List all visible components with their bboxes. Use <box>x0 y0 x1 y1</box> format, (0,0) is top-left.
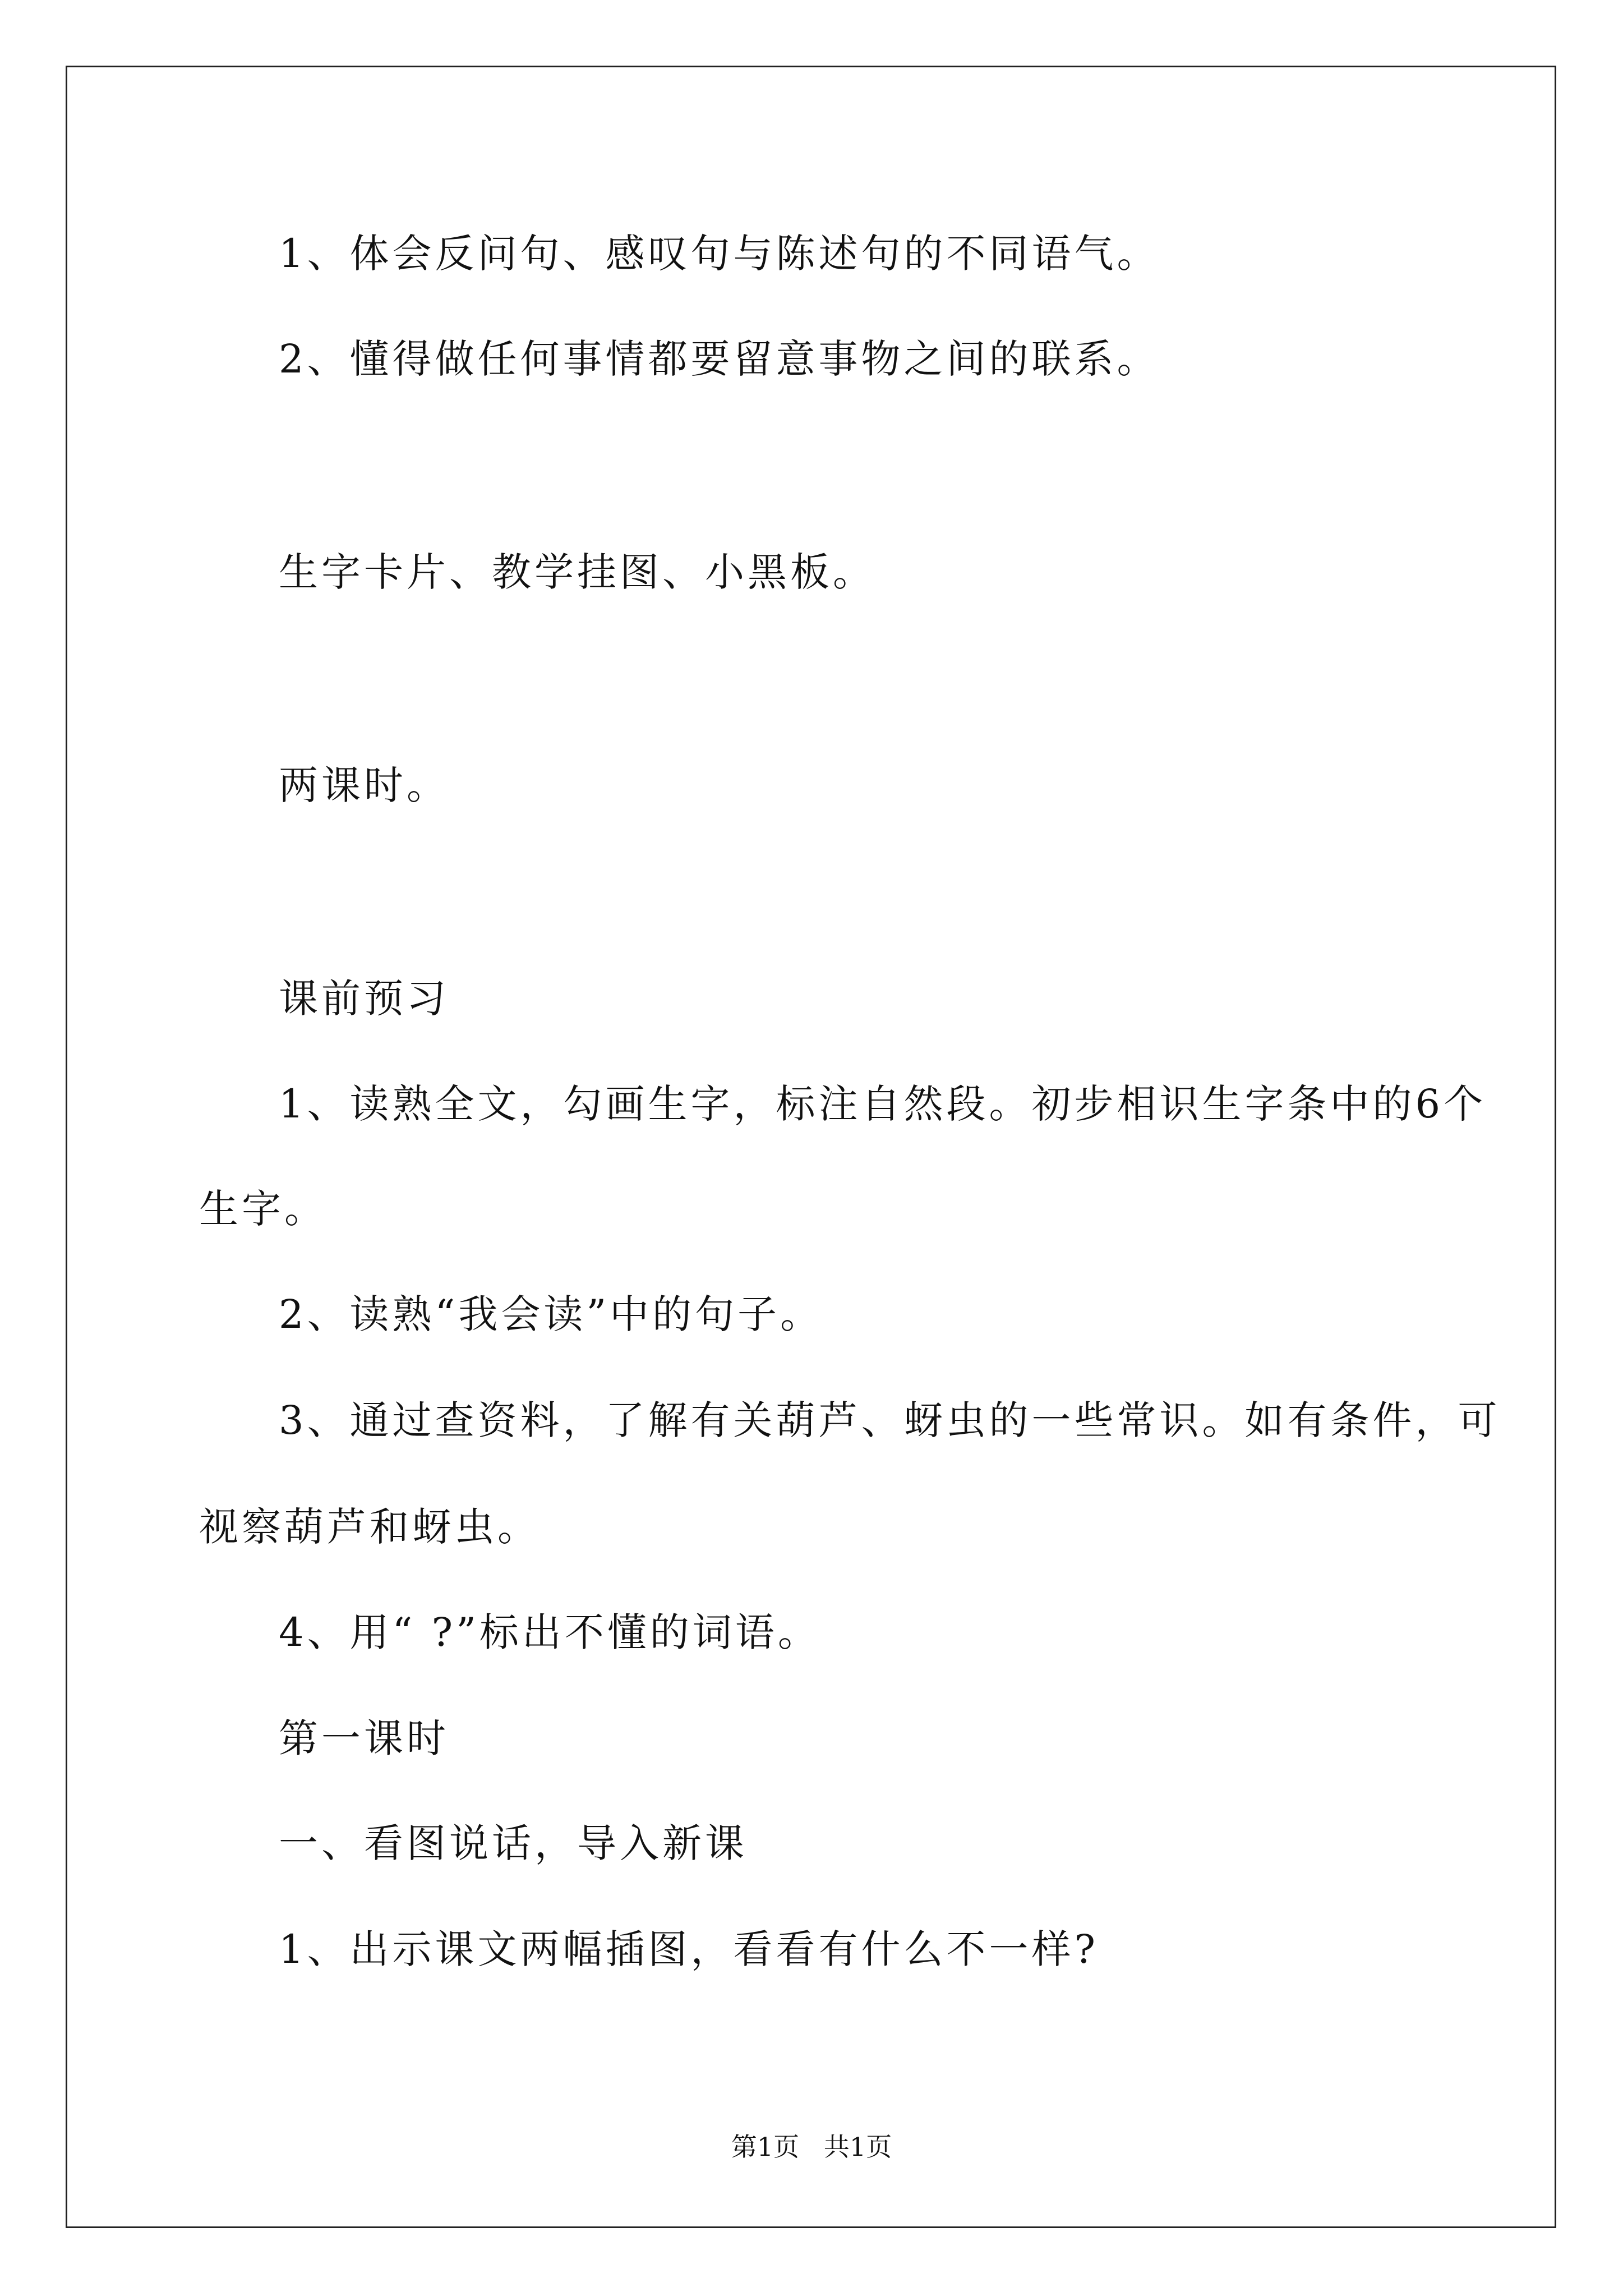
preview-item-1-continued: 生字。 <box>199 1186 327 1232</box>
preview-item-4: 4、用“ ?”标出不懂的词语。 <box>279 1609 820 1655</box>
section-heading-first-lesson: 第一课时 <box>279 1715 449 1761</box>
objective-1: 1、体会反问句、感叹句与陈述句的不同语气。 <box>279 231 1160 277</box>
preview-item-2: 2、读熟“我会读”中的句子。 <box>279 1291 823 1337</box>
objective-2: 2、懂得做任何事情都要留意事物之间的联系。 <box>279 336 1160 382</box>
preview-item-1: 1、读熟全文，勾画生字，标注自然段。初步相识生字条中的6个 <box>279 1081 1487 1127</box>
step-heading-1: 一、看图说话，导入新课 <box>279 1820 748 1866</box>
page-footer: 第1页 共1页 <box>731 2132 892 2162</box>
preview-item-3-continued: 视察葫芦和蚜虫。 <box>199 1504 540 1550</box>
page-border <box>66 66 1556 2228</box>
step-1-item-1: 1、出示课文两幅插图，看看有什么不一样? <box>279 1926 1099 1972</box>
preview-item-3: 3、通过查资料，了解有关葫芦、蚜虫的一些常识。如有条件，可 <box>279 1397 1501 1443</box>
class-hours: 两课时。 <box>279 762 449 808</box>
teaching-materials: 生字卡片、教学挂图、小黑板。 <box>279 549 875 595</box>
section-heading-preview: 课前预习 <box>279 976 449 1022</box>
